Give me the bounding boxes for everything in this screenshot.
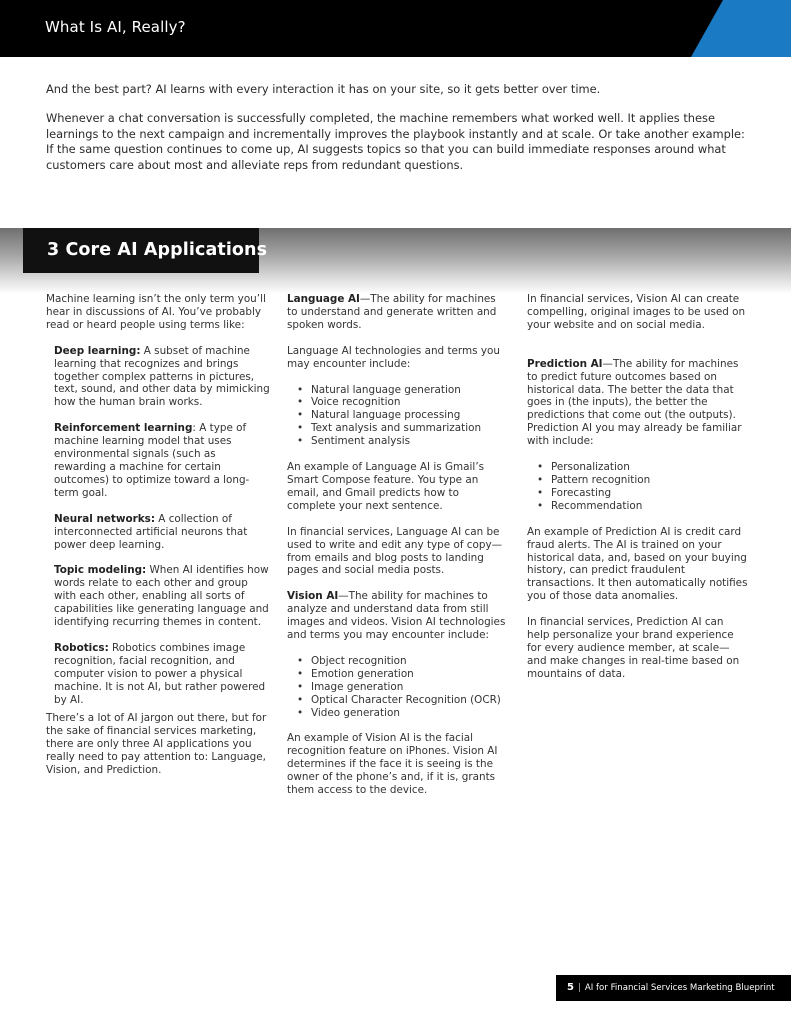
intro-paragraph-2: Whenever a chat conversation is successfully completed, the machine remembers what worked well. It applies these learnings to the next campaign and incrementally improves the playbook instantly and at scale. Or take another example: If the same question continues to come up, AI suggests topics so that you can build immediate responses around what customers care about most and alleviate reps from redundant questions. — [46, 111, 745, 172]
column-1 — [46, 293, 270, 790]
term-label: Neural networks: — [54, 512, 155, 525]
list-item: • Forecasting — [537, 487, 749, 500]
language-ai-financial-services: In financial services, Language AI can be used to write and edit any type of copy—from emails and blog posts to landing pages and social media posts. — [287, 525, 502, 577]
footer-separator: | — [577, 983, 581, 993]
language-ai-list — [287, 384, 509, 449]
prediction-ai-def: —The ability for machines to predict future outcomes based on historical data. The better the data that goes in (the inputs), the better the predictions that come out (the outputs). Prediction AI you may already be familiar with include: — [527, 357, 742, 448]
spacer — [527, 345, 749, 358]
list-item: • Recommendation — [537, 500, 749, 513]
prediction-ai-example: An example of Prediction AI is credit card fraud alerts. The AI is trained on your historical data, and, based on your buying history, can predict fraudulent transactions. It then automatically notifies you of those data anomalies. — [527, 525, 748, 603]
language-ai-term: Language AI — [287, 293, 360, 305]
document-title: AI for Financial Services Marketing Blueprint — [584, 983, 775, 993]
term-definition: A collection of interconnected artificial neurons that power deep learning. — [54, 512, 248, 551]
footer-text — [567, 982, 775, 993]
term-label: Robotics: — [54, 641, 109, 654]
list-item: • Natural language generation — [297, 384, 509, 397]
prediction-ai-financial-services: In financial services, Prediction AI can help personalize your brand experience for every audience member, at scale—and make changes in real-time based on mountains of data. — [527, 616, 740, 680]
list-item: • Optical Character Recognition (OCR) — [297, 694, 509, 707]
list-item: • Image generation — [297, 681, 509, 694]
vision-ai-term: Vision AI — [287, 590, 339, 603]
language-ai-intro: Language AI technologies and terms you may encounter include: — [287, 344, 500, 370]
term-deep-learning — [46, 345, 270, 410]
vision-ai-list — [287, 655, 509, 720]
list-item: • Emotion generation — [297, 668, 509, 681]
term-definition: When AI identifies how words relate to each other and group with each other, enabling all sorts of capabilities like generating language and identifying recurring themes in content. — [54, 564, 269, 629]
list-item: • Pattern recognition — [537, 474, 749, 487]
term-label: Topic modeling: — [54, 564, 147, 577]
list-item: • Text analysis and summarization — [297, 422, 509, 435]
list-item: • Sentiment analysis — [297, 435, 509, 448]
list-item: • Video generation — [297, 707, 509, 720]
list-item: • Natural language processing — [297, 409, 509, 422]
intro-paragraph-1: And the best part? AI learns with every interaction it has on your site, so it gets better over time. — [46, 82, 601, 96]
header-bar — [0, 0, 791, 57]
section-heading-tab — [23, 228, 268, 273]
term-label: Reinforcement learning — [54, 422, 193, 435]
list-item: • Voice recognition — [297, 396, 509, 409]
vision-ai-financial-services: In financial services, Vision AI can create compelling, original images to be used on your website and on social media. — [527, 293, 746, 331]
prediction-ai-term: Prediction AI — [527, 357, 603, 370]
intro-text — [46, 82, 746, 187]
term-reinforcement-learning — [46, 422, 270, 499]
footer-bar — [556, 975, 791, 1001]
col1-intro: Machine learning isn’t the only term you’ll hear in discussions of AI. You’ve probably read or heard people using terms like: — [46, 293, 266, 331]
vision-ai-definition — [287, 590, 509, 642]
column-3 — [527, 293, 749, 694]
language-ai-example: An example of Language AI is Gmail’s Smart Compose feature. You type an email, and Gmail predicts how to complete your next sentence. — [287, 461, 485, 512]
language-ai-def: —The ability for machines to understand and generate written and spoken words. — [287, 293, 497, 331]
term-neural-networks — [46, 513, 270, 552]
section-title: 3 Core AI Applications — [47, 240, 268, 260]
term-robotics — [46, 642, 270, 707]
term-topic-modeling — [46, 564, 270, 629]
prediction-ai-definition — [527, 358, 749, 448]
page-header-title: What Is AI, Really? — [45, 18, 186, 36]
vision-ai-example: An example of Vision AI is the facial recognition feature on iPhones. Vision AI determines if the face it is seeing is the owner of the phone’s and, if it is, grants them access to the device. — [287, 732, 498, 797]
header-accent-shape — [691, 0, 791, 57]
col1-outro: There’s a lot of AI jargon out there, but for the sake of financial services marketing, there are only three AI applications you really need to pay attention to: Language, Vision, and Prediction. — [46, 712, 267, 777]
vision-ai-def: —The ability for machines to analyze and understand data from still images and videos. Vision AI technologies and terms you may encounter include: — [287, 590, 506, 642]
language-ai-definition — [287, 293, 509, 332]
list-item: • Object recognition — [297, 655, 509, 668]
term-definition: A subset of machine learning that recognizes and brings together complex patterns in pictures, text, sound, and other data by mimicking how the human brain works. — [54, 344, 270, 409]
prediction-ai-list — [527, 461, 749, 513]
list-item: • Personalization — [537, 461, 749, 474]
term-definition: Robotics combines image recognition, facial recognition, and computer vision to power a physical machine. It is not AI, but rather powered by AI. — [54, 641, 266, 706]
page-number: 5 — [567, 982, 574, 993]
term-label: Deep learning: — [54, 344, 141, 357]
column-2 — [287, 293, 509, 810]
term-definition: : A type of machine learning model that uses environmental signals (such as rewarding a machine for certain outcomes) to optimize toward a long-term goal. — [54, 422, 250, 499]
